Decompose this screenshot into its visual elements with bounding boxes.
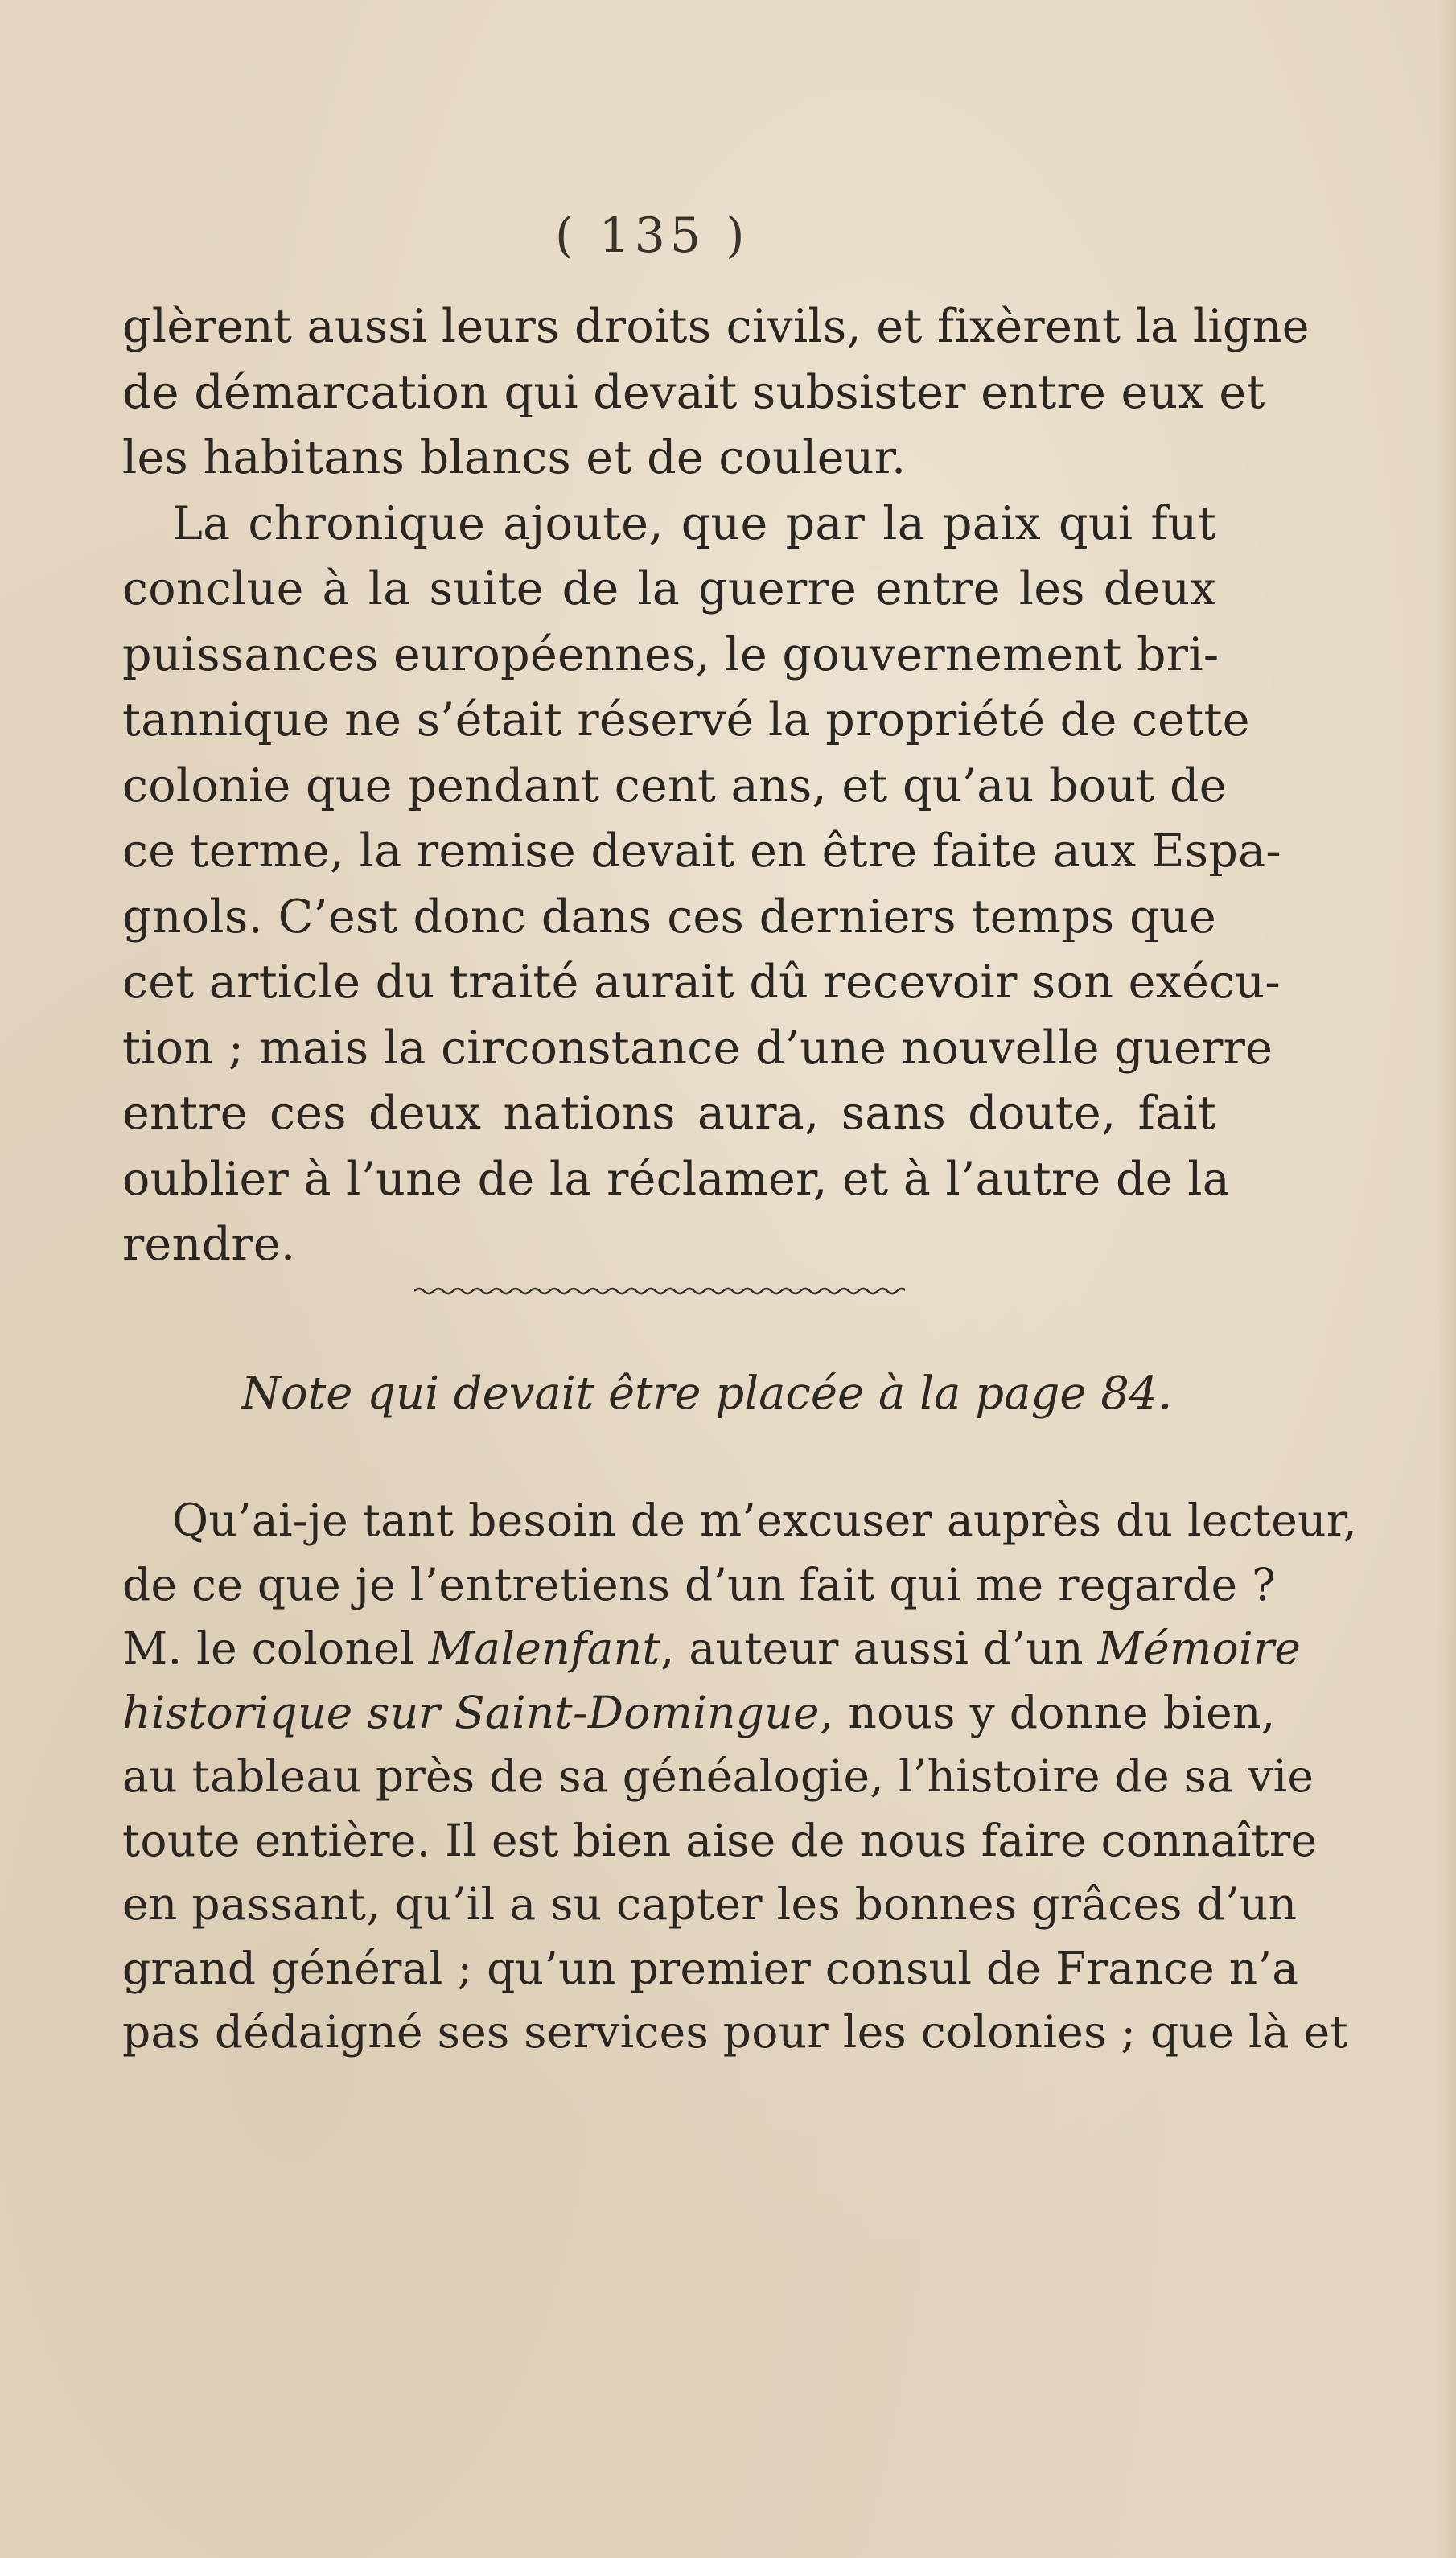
- note-text: [122, 1489, 1358, 2065]
- text-line: La chronique ajoute, que par la paix qui fut: [172, 496, 1216, 550]
- text-line: puissances européennes, le gouvernement bri-: [122, 627, 1220, 681]
- work-title: Mémoire: [1097, 1622, 1302, 1674]
- text-line: au tableau près de sa généalogie, l’histoire de sa vie: [122, 1750, 1314, 1802]
- text-line: cet article du traité aurait dû recevoir son exécu-: [122, 956, 1281, 1009]
- text-line: M. le colonel Malenfant, auteur aussi d’un Mémoire: [122, 1622, 1302, 1674]
- main-text: [122, 294, 1310, 1278]
- author-name: Malenfant: [428, 1622, 660, 1674]
- text-line: toute entière. Il est bien aise de nous faire connaître: [122, 1814, 1318, 1866]
- text-line: colonie que pendant cent ans, et qu’au bout de: [122, 759, 1227, 812]
- text-line: pas dédaigné ses services pour les colonies ; que là et: [122, 2006, 1348, 2058]
- wavy-divider: [414, 1285, 905, 1297]
- text-line: conclue à la suite de la guerre entre les deux: [122, 562, 1216, 615]
- text-line: entre ces deux nations aura, sans doute, fait: [122, 1087, 1216, 1140]
- work-title: historique sur Saint-Domingue: [122, 1686, 820, 1738]
- text-line: gnols. C’est donc dans ces derniers temps que: [122, 890, 1216, 944]
- text-line: glèrent aussi leurs droits civils, et fixèrent la ligne: [122, 300, 1310, 353]
- text-line: tion ; mais la circonstance d’une nouvelle guerre: [122, 1021, 1273, 1075]
- text-line: tannique ne s’était réservé la propriété de cette: [122, 693, 1250, 746]
- text-line: oublier à l’une de la réclamer, et à l’autre de la: [122, 1152, 1231, 1206]
- note-heading: Note qui devait être placée à la page 84.: [241, 1367, 1173, 1420]
- text-line: en passant, qu’il a su capter les bonnes grâces d’un: [122, 1878, 1298, 1930]
- text-line: grand général ; qu’un premier consul de France n’a: [122, 1942, 1299, 1994]
- text-line: Qu’ai-je tant besoin de m’excuser auprès du lecteur,: [172, 1495, 1358, 1546]
- text-line: de démarcation qui devait subsister entre eux et: [122, 365, 1265, 419]
- text-line: ce terme, la remise devait en être faite aux Espa-: [122, 825, 1281, 878]
- text-line: rendre.: [122, 1218, 296, 1271]
- text-line: de ce que je l’entretiens d’un fait qui me regarde ?: [122, 1558, 1276, 1610]
- text-line: les habitans blancs et de couleur.: [122, 431, 907, 484]
- text-line: historique sur Saint-Domingue, nous y donne bien,: [122, 1686, 1276, 1738]
- page-number: ( 135 ): [555, 208, 750, 264]
- page-edge: [1438, 0, 1456, 2558]
